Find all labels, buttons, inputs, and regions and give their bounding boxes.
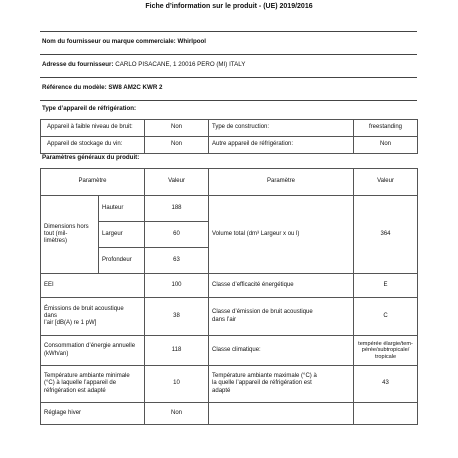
depth-label: Profondeur [99,248,145,274]
appliance-type-heading: Type d’appareil de réfrigération: [42,105,137,112]
sheet-title: Fiche d’information sur le produit - (UE) 2019/2016 [145,3,313,10]
total-volume-value: 364 [354,196,418,274]
table-row [41,137,418,154]
table-row [41,196,418,222]
low-noise-value: Non [145,120,209,137]
table-row [41,366,418,403]
table-row [41,274,418,298]
other-appliance-label: Autre appareil de réfrigération: [209,137,354,154]
noise-class-label: Classe d’émission de bruit acoustique dans l’air [209,298,354,336]
max-temperature-label: Température ambiante maximale (°C) à la quelle l’appareil de réfrigération est adapté [209,366,354,403]
noise-emission-label: Émissions de bruit acoustique dans l’air [dB(A) re 1 pW] [41,298,145,336]
table-row [41,298,418,336]
supplier-address-line [42,61,245,69]
energy-class-value: E [354,274,418,298]
table-header-row [41,169,418,196]
low-noise-label: Appareil à faible niveau de bruit: [41,120,145,137]
winter-setting-label: Réglage hiver [41,403,145,425]
supplier-name-label: Nom du fournisseur ou marque commerciale: [42,38,176,45]
divider [40,77,417,78]
empty-cell [209,403,354,425]
total-volume-label: Volume total (dm³ Largeur x ou l) [209,196,354,274]
wine-storage-label: Appareil de stockage du vin: [41,137,145,154]
width-value: 60 [145,222,209,248]
eei-label: EEI [41,274,145,298]
noise-emission-value: 38 [145,298,209,336]
supplier-name-value: Whirlpool [177,38,207,45]
height-label: Hauteur [99,196,145,222]
dimensions-label: Dimensions hors tout (mil- limètres) [41,196,99,274]
model-reference-line [42,84,162,92]
construction-type-value: freestanding [354,120,418,137]
wine-storage-value: Non [145,137,209,154]
table-row [41,120,418,137]
width-label: Largeur [99,222,145,248]
annual-energy-label: Consommation d’énergie annuelle (kWh/an) [41,336,145,366]
min-temperature-value: 10 [145,366,209,403]
column-header-parameter: Paramètre [41,169,145,196]
divider [40,31,417,32]
other-appliance-value: Non [354,137,418,154]
max-temperature-value: 43 [354,366,418,403]
energy-class-label: Classe d’efficacité énergétique [209,274,354,298]
eei-value: 100 [145,274,209,298]
min-temperature-label: Température ambiante minimale (°C) à laquelle l’appareil de réfrigération est adapté [41,366,145,403]
column-header-value: Valeur [145,169,209,196]
general-parameters-heading: Paramètres généraux du produit: [42,154,140,161]
climate-class-label: Classe climatique: [209,336,354,366]
supplier-address-value: CARLO PISACANE, 1 20016 PERO (MI) ITALY [115,61,246,68]
table-row [41,403,418,425]
supplier-name-line [42,38,206,46]
depth-value: 63 [145,248,209,274]
appliance-type-table [40,119,418,154]
supplier-address-label: Adresse du fournisseur: [42,61,114,68]
winter-setting-value: Non [145,403,209,425]
column-header-value: Valeur [354,169,418,196]
model-reference-value: SW8 AM2C KWR 2 [108,84,163,91]
divider [40,54,417,55]
construction-type-label: Type de construction: [209,120,354,137]
general-parameters-table [40,168,418,425]
noise-class-value: C [354,298,418,336]
annual-energy-value: 118 [145,336,209,366]
model-reference-label: Référence du modèle: [42,84,107,91]
column-header-parameter: Paramètre [209,169,354,196]
empty-cell [354,403,418,425]
climate-class-value: tempérée élargie/tem- pérée/subtropicale/ tropicale [354,336,418,366]
table-row [41,336,418,366]
height-value: 188 [145,196,209,222]
divider [40,100,417,101]
